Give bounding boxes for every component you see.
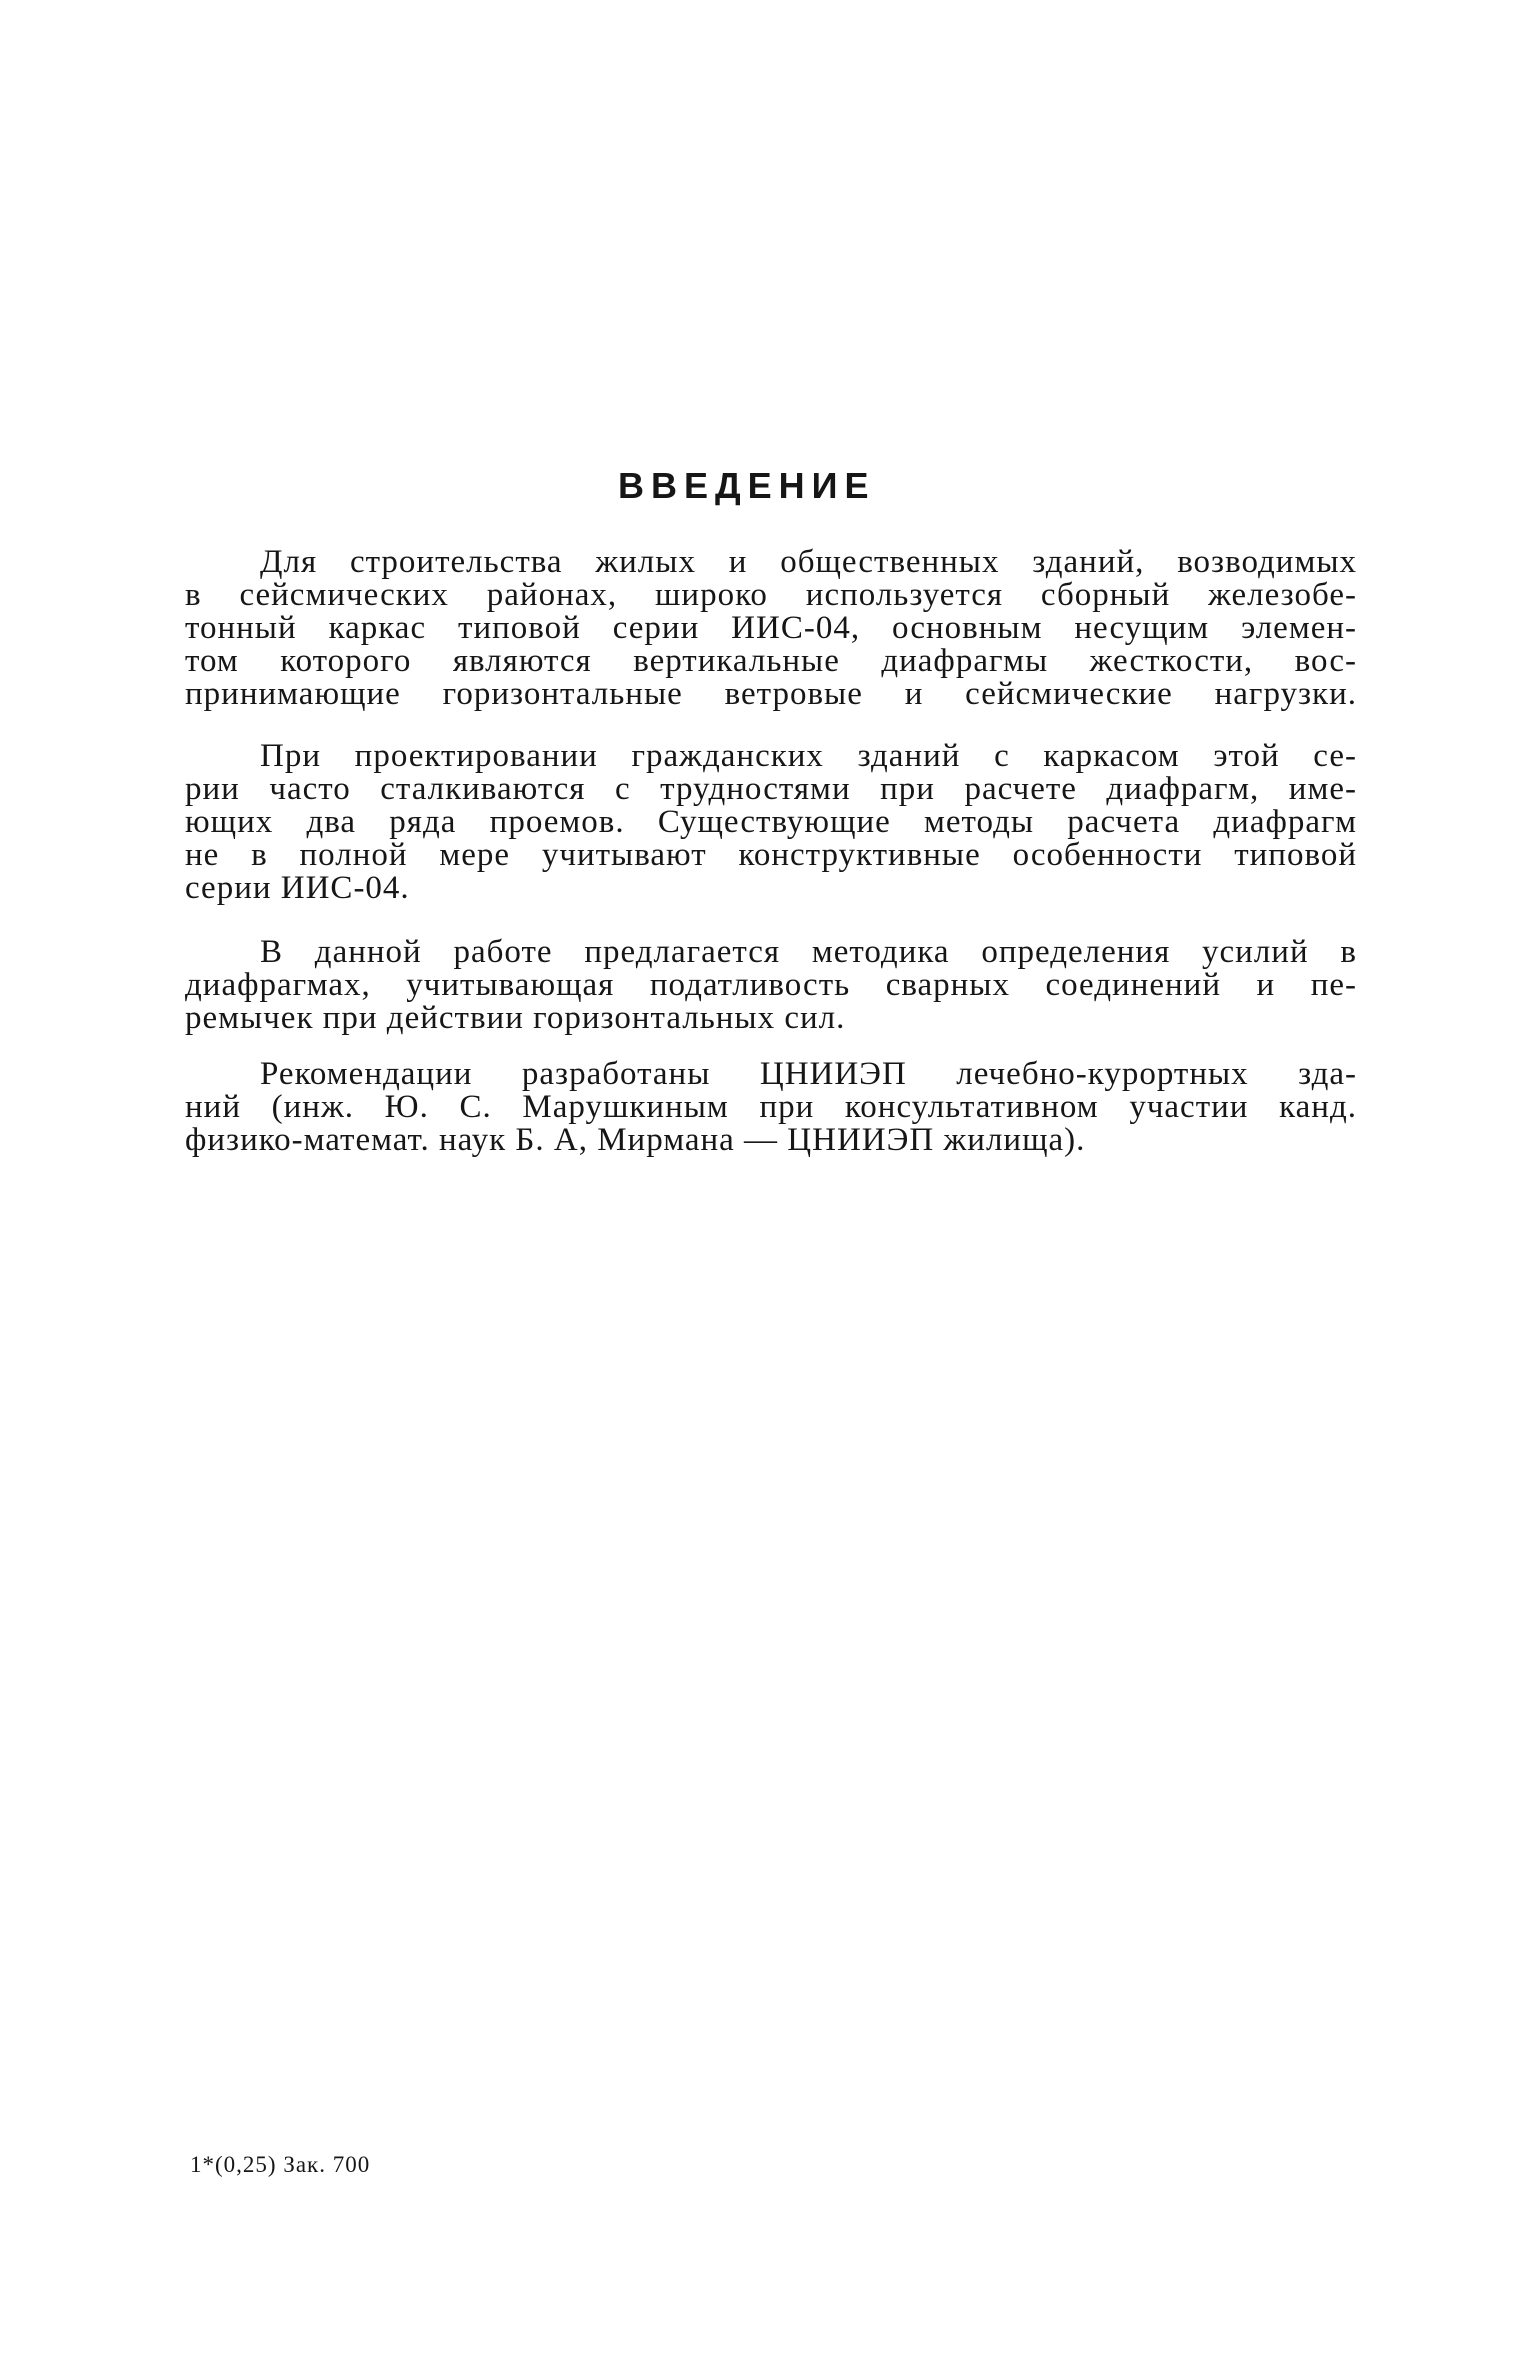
paragraph (185, 936, 1357, 1035)
print-code-footer: 1*(0,25) Зак. 700 (190, 2152, 371, 2177)
paragraph-line: принимающие горизонтальные ветровые и сейсмические нагрузки. (185, 676, 1357, 712)
paragraph-line: рии часто сталкиваются с трудностями при расчете диафрагм, име- (185, 771, 1357, 807)
paragraph-line: в сейсмических районах, широко используется сборный железобе- (185, 577, 1357, 613)
paragraph-line: серии ИИС-04. (185, 870, 410, 906)
paragraph-line: Рекомендации разработаны ЦНИИЭП лечебно-курортных зда- (260, 1056, 1357, 1092)
paragraph-line: не в полной мере учитывают конструктивные особенности типовой (185, 837, 1357, 873)
paragraph-line: Для строительства жилых и общественных зданий, возводимых (260, 544, 1357, 580)
paragraph-line: В данной работе предлагается методика определения усилий в (260, 934, 1357, 970)
paragraph-line: тонный каркас типовой серии ИИС-04, основным несущим элемен- (185, 610, 1357, 646)
page-heading: ВВЕДЕНИЕ (618, 465, 876, 506)
paragraph-line: диафрагмах, учитывающая податливость сварных соединений и пе- (185, 967, 1357, 1003)
paragraph-line: При проектировании гражданских зданий с каркасом этой се- (260, 738, 1357, 774)
paragraph-line: физико-математ. наук Б. А, Мирмана — ЦНИИЭП жилища). (185, 1122, 1086, 1158)
paragraph (185, 546, 1357, 711)
paragraph (185, 740, 1357, 905)
paragraph-line: том которого являются вертикальные диафрагмы жесткости, вос- (185, 643, 1357, 679)
paragraph-line: ний (инж. Ю. С. Марушкиным при консультативном участии канд. (185, 1089, 1357, 1125)
paragraph (185, 1058, 1357, 1157)
paragraph-line: ющих два ряда проемов. Существующие методы расчета диафрагм (185, 804, 1357, 840)
paragraph-line: ремычек при действии горизонтальных сил. (185, 1000, 846, 1036)
